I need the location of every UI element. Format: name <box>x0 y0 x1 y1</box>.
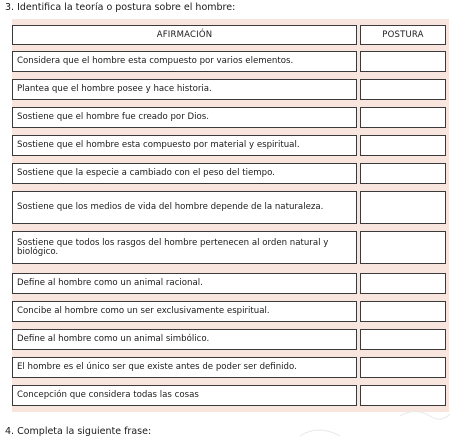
affirmation-text: Sostiene que el hombre esta compuesto por material y espiritual. <box>17 140 300 151</box>
affirmation-text: Concibe al hombre como un ser exclusivamente espiritual. <box>17 306 270 317</box>
affirmation-column-header: AFIRMACIÓN <box>12 25 357 45</box>
question-3-heading: 3. Identifica la teoría o postura sobre el hombre: <box>5 2 236 13</box>
affirmation-text: Sostiene que la especie a cambiado con el peso del tiempo. <box>17 168 275 179</box>
posture-column-header: POSTURA <box>360 25 446 45</box>
affirmation-text: Concepción que considera todas las cosas <box>17 390 199 401</box>
affirmation-text: Considera que el hombre esta compuesto por varios elementos. <box>17 56 294 67</box>
question-4-heading: 4. Completa la siguiente frase: <box>5 426 152 437</box>
affirmation-text: Sostiene que todos los rasgos del hombre pertenecen al orden natural y biológico. <box>17 237 329 257</box>
affirmation-text: El hombre es el único ser que existe antes de poder ser definido. <box>17 362 297 373</box>
affirmation-text: Define al hombre como un animal racional. <box>17 278 203 289</box>
affirmation-text: Sostiene que los medios de vida del hombre depende de la naturaleza. <box>17 202 324 213</box>
affirmation-text: Sostiene que el hombre fue creado por Dios. <box>17 112 209 123</box>
affirmation-text: Plantea que el hombre posee y hace historia. <box>17 84 212 95</box>
affirmation-text: Define al hombre como un animal simbólico. <box>17 334 210 345</box>
